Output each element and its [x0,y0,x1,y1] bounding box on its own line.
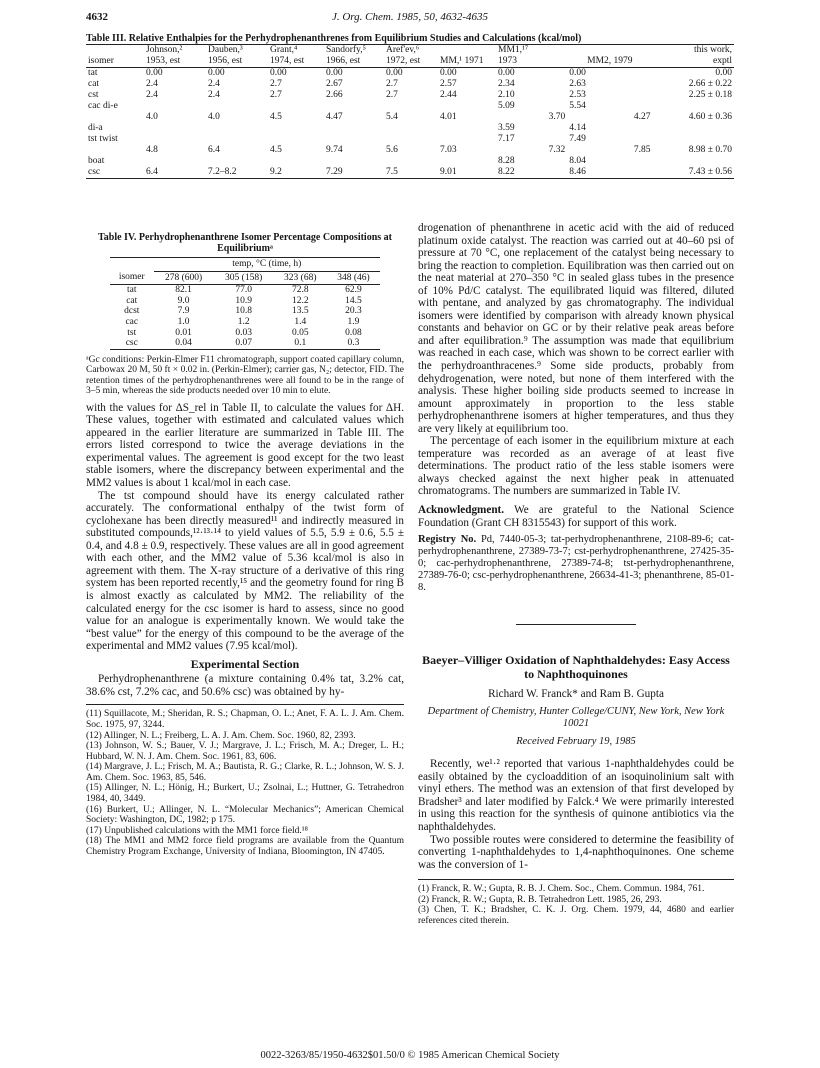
table-cell: 10.9 [235,295,252,306]
table-cell: cat [88,79,100,89]
table-cell [324,123,384,134]
table-cell [268,101,324,112]
table-cell [268,156,324,167]
table-cell: 8.22 [496,167,532,179]
table-cell: 4.5 [270,112,282,122]
table-cell [610,156,653,167]
table-cell: 7.2–8.2 [206,167,268,179]
body-paragraph: The percentage of each isomer in the equilibrium mixture at each temperature was recorded as an average of at least five determinations. The product ratio of the less stable isomers were always checked against the next higher peak in attenuated chromatograms. The numbers are summarized in Table IV. [418,435,734,498]
table-cell: 13.5 [291,306,309,317]
table-cell [144,156,206,167]
table-cell: 4.8 [146,145,158,155]
table-cell: 0.00 [146,68,163,78]
table-header: Grant,⁴ [268,45,324,57]
reference: (2) Franck, R. W.; Gupta, R. B. Tetrahedron Lett. 1985, 26, 293. [418,894,662,905]
reference: (13) Johnson, W. S.; Bauer, V. J.; Margrave, J. L.; Frisch, M. A.; Dreger, L. H.; Hubbard, W. N. J. Am. Chem. Soc. 1961, 83, 606. [86,741,404,762]
page-number: 4632 [86,11,108,23]
table-cell: csc [110,338,154,349]
table-cell: 4.47 [326,112,343,122]
page-header [86,11,734,25]
left-column [86,232,404,858]
table-cell [532,156,568,167]
table-cell [206,123,268,134]
table-cell: 2.4 [146,79,158,89]
table-header: 348 (46) [327,271,380,285]
table-cell [324,156,384,167]
table-cell [268,134,324,145]
table3-caption: Table III. Relative Enthalpies for the Perhydrophenanthrenes from Equilibrium Studies and Calculations (kcal/mol) [86,33,582,44]
authors: Richard W. Franck* and Ram B. Gupta [488,688,664,701]
table-cell: 8.28 [498,156,515,166]
reference: (1) Franck, R. W.; Gupta, R. B. J. Chem. Soc., Chem. Commun. 1984, 761. [418,884,705,895]
body-paragraph: Recently, we¹·² reported that various 1-naphthaldehydes could be easily obtained by the cycloaddition of an isoquinolinium salt with vinyl ethers. The method was an extension of that first developed by Bradsher³ and later modified by Falck.⁴ We were primarily interested in using this reaction for the synthesis of quinone antibiotics via the naphthaldehydes. [418,758,734,833]
table-cell: 0.08 [345,327,362,338]
table-cell [610,134,653,145]
table-cell: 1.9 [347,316,360,327]
table-header: 1953, est [144,56,206,68]
reference: (16) Burkert, U.; Allinger, N. L. “Molecular Mechanics”; American Chemical Society: Washington, DC, 1982; p 175. [86,804,404,826]
table4-footnote: ᵃGc conditions: Perkin-Elmer F11 chromatograph, support coated capillary column, Carbowax 20 M, 50 ft × 0.02 in. (Perkin-Elmer); carrier gas, N₂; detector, FID. The retention times of the perhydrophenanthrenes were all found to be in the range of 3–5 min, whereas the side products needed over 10 min to elute. [86,354,404,397]
table4-header-row1 [110,258,380,272]
journal-citation: J. Org. Chem. 1985, 50, 4632-4635 [331,11,489,23]
table-cell [610,79,653,90]
table-cell [610,167,653,179]
table-cell: 0.03 [235,327,252,338]
table-row [86,145,734,156]
table-row [86,167,734,179]
table-cell: 0.00 [715,68,732,78]
affiliation: Department of Chemistry, Hunter College/CUNY, New York, New York 10021 [427,705,725,730]
table-cell: 0.1 [274,338,327,349]
table-cell: 8.46 [567,167,610,179]
table4-header-row2 [110,271,380,285]
table-header: isomer [86,56,144,68]
table-cell: 2.7 [270,90,282,100]
table-header: Johnson,² [144,45,206,57]
table-cell [567,112,610,123]
table-cell [496,145,532,156]
table-cell: 2.44 [440,90,457,100]
table-cell: tst twist [88,134,118,144]
table-cell: 2.63 [569,79,586,89]
table-cell: 7.03 [440,145,457,155]
reference: (3) Chen, T. K.; Bradsher, C. K. J. Org. Chem. 1979, 44, 4680 and earlier references cited therein. [418,905,734,926]
table-cell [438,134,496,145]
table-header: 1956, est [206,56,268,68]
table-cell [438,101,496,112]
table-row [86,123,734,134]
page-footer: 0022-3263/85/1950-4632$01.50/0 © 1985 American Chemical Society [260,1050,560,1061]
table-cell [610,90,653,101]
table-cell [384,123,438,134]
reference: (14) Margrave, J. L.; Frisch, M. A.; Bautista, R. G.; Clarke, R. L.; Johnson, W. S. J. Am. Chem. Soc. 1963, 85, 546. [86,762,404,783]
table-cell [384,156,438,167]
table-header [438,45,496,57]
table-cell [438,156,496,167]
table-cell [206,156,268,167]
table-cell: 2.66 ± 0.22 [688,79,732,89]
table-cell [652,101,734,112]
references-left [86,704,404,857]
table-cell: 5.6 [386,145,398,155]
table-cell [652,156,734,167]
table-cell: 20.3 [345,306,362,317]
table-header: MM2, 1979 [567,56,652,68]
table-cell: 14.5 [345,295,362,306]
reference: (12) Allinger, N. L.; Freiberg, L. A. J. Am. Chem. Soc. 1960, 82, 2393. [86,730,356,741]
table-cell [206,134,268,145]
table-cell: 2.25 ± 0.18 [688,90,732,100]
table3-header-row2 [86,56,734,68]
table-header: exptl [652,56,734,68]
table-cell: 6.4 [208,145,220,155]
registry-numbers [418,534,734,594]
table-cell: 7.9 [177,306,190,317]
table-cell: 0.07 [214,338,274,349]
table-cell [384,101,438,112]
table-cell: 0.00 [569,68,586,78]
body-paragraph: with the values for ΔS_rel in Table II, to calculate the values for ΔH. These values, together with estimated and calculated values which appeared in the earlier literature are summarized in Table III. The errors listed correspond to twice the average deviations in the experimental values. The agreement is good except for the two least stable isomers, where the discrepancy between experimental and the MM2 values is about 1 kcal/mol in each case. [86,401,404,490]
table-row [110,328,380,339]
reference: (11) Squillacote, M.; Sheridan, R. S.; Chapman, O. L.; Anet, F. A. L. J. Am. Chem. Soc. 1975, 97, 3244. [86,709,404,730]
body-paragraph: drogenation of phenanthrene in acetic acid with the aid of reduced platinum oxide catalyst. The reaction was carried out at 40–60 psi of pressure at 70 °C, one replacement of the catalyst being necessary to bring the reaction to completion. Equilibration was then carried out on the neat material at 270–350 °C in sealed glass tubes in the presence of 10% Pd/C catalyst. The equilibrated liquid was filtered, diluted with pentane, and analyzed by gas chromatography. The individual isomers were identified by comparison with already known physical constants and behavior on GC or by their relative peak areas before and after equilibration.⁹ The assumption was made that equilibrium was reached in each case, which was shown to be correct earlier with the perhydroanthracenes.⁹ Some side products, probably from dehydrogenation, were noted, but none of them interfered with the analysis. These higher boiling side products seemed to increase in amount approximately in proportion to the less stable perhydrophenanthrene isomers at higher temperatures, and thus they are very likely at equilibrium too. [418,222,734,435]
table-cell: 0.00 [326,68,343,78]
table-header [86,45,144,57]
table-cell [652,123,734,134]
table-cell [384,134,438,145]
table-cell [532,90,568,101]
table-cell: 4.0 [208,112,220,122]
table-cell: 7.29 [324,167,384,179]
acknowledgment-heading: Acknowledgment. [418,504,505,517]
table-cell: 0.01 [175,327,192,338]
table4-body [110,285,380,350]
table-cell: 5.4 [386,112,398,122]
right-column [418,222,734,927]
table-row [86,134,734,145]
reference: (15) Allinger, N. L.; Hönig, H.; Burkert, U.; Zsolnai, L.; Huttner, G. Tetrahedron 1984, 40, 3449. [86,783,404,805]
body-paragraph: Perhydrophenanthrene (a mixture containing 0.4% tat, 3.2% cat, 38.6% cst, 7.2% cac, and 50.6% csc) was obtained by hy- [86,673,404,698]
table-cell: 4.5 [270,145,282,155]
table-cell: 4.01 [440,112,457,122]
table-cell: 2.53 [569,90,586,100]
reference: (17) Unpublished calculations with the MM1 force field.¹⁸ [86,825,308,836]
table-cell: 1.4 [294,316,307,327]
table-cell: 4.60 ± 0.36 [688,112,732,122]
table-cell: 2.4 [146,90,158,100]
table-cell: cac di-e [88,101,118,111]
table-header: Aref'ev,⁶ [384,45,438,57]
table-cell [532,101,568,112]
table-cell: 2.10 [498,90,515,100]
table-cell: 5.09 [498,101,515,111]
table-header: 323 (68) [274,271,327,285]
table-cell: 8.98 ± 0.70 [688,145,732,155]
table-cell: 6.4 [144,167,206,179]
table-cell: tst [127,327,137,338]
table-cell [532,68,568,80]
table-cell: 62.9 [345,285,362,296]
table-cell: 7.43 ± 0.56 [652,167,734,179]
paper-title: Baeyer–Villiger Oxidation of Naphthaldehydes: Easy Access to Naphthoquinones [422,653,730,682]
table-header: MM1,¹⁷ [496,45,567,57]
table4-caption: Table IV. Perhydrophenanthrene Isomer Percentage Compositions at Equilibriumᵃ [98,232,392,254]
table-row [110,317,380,328]
table-cell: 9.0 [177,295,190,306]
table-cell: di-a [88,123,103,133]
table-cell [496,112,532,123]
table-cell: 0.00 [386,68,403,78]
table-row [110,285,380,296]
table-cell: 5.54 [569,101,586,111]
table-cell: 4.27 [633,112,651,122]
table-cell: 7.32 [548,145,566,155]
table-cell: dcst [124,306,140,317]
table-cell [532,167,568,179]
table-cell [206,101,268,112]
table-cell [532,123,568,134]
table-header: 1974, est [268,56,324,68]
table-cell [610,68,653,80]
table-cell: 4.14 [569,123,586,133]
table-cell: 3.70 [548,112,566,122]
table3-body [86,68,734,179]
table-cell: 9.01 [438,167,496,179]
table-header: 278 (600) [154,271,214,285]
table-cell [144,123,206,134]
table-cell: 0.00 [208,68,225,78]
table-cell: 0.3 [327,338,380,349]
table-cell: 2.4 [208,90,220,100]
table-cell: cac [125,316,139,327]
table-row [86,156,734,167]
table-header: this work, [652,45,734,57]
table-cell: 8.04 [569,156,586,166]
table-cell: 0.00 [440,68,457,78]
table-cell: 2.66 [326,90,343,100]
body-paragraph: The tst compound should have its energy calculated rather accurately. The conformational enthalpy of the twist form of cyclohexane has been directly measured¹¹ and indirectly measured in substituted compounds,¹²·¹³·¹⁴ to yield values of 5.5, 5.9 ± 0.6, 5.5 ± 0.4, and 4.8 ± 0.9, respectively. These values are all in good agreement with each other, and the MM2 value of 5.36 kcal/mol is also in agreement with them. The X-ray structure of a derivative of this ring system has been reported recently,¹⁵ and the geometry found for ring B is almost exactly as calculated by MM2. The reliability of the calculated energy for the csc isomer is hard to assess, since no good value for an analogue is experimentally known. We would take the “best value” for the energy of this compound to be the average of the experimental and MM2 values (7.95 kcal/mol). [86,489,404,653]
table-cell: 2.34 [498,79,515,89]
acknowledgment-body: We are grateful to the National Science Foundation (Grant CH 8315543) for support of this work. [418,504,734,529]
table-cell [268,123,324,134]
table-cell: 82.1 [175,285,192,296]
table-cell: 2.7 [270,79,282,89]
table-cell: 7.5 [384,167,438,179]
table3 [86,44,734,179]
table-header: 1966, est [324,56,384,68]
divider [516,624,636,625]
table-row [86,101,734,112]
table-row [86,79,734,90]
table-header [567,45,652,57]
table-cell: 7.17 [498,134,515,144]
table-row [110,338,380,349]
table-row [110,306,380,317]
table-cell: 2.67 [326,79,343,89]
table-cell [144,101,206,112]
table-cell: cat [126,295,138,306]
table-cell: boat [88,156,105,166]
table-cell: 0.00 [498,68,515,78]
table-header: 1973 [496,56,567,68]
table-cell: 2.57 [440,79,457,89]
table-cell: 2.4 [208,79,220,89]
table-cell [532,134,568,145]
table-cell: 9.74 [326,145,343,155]
table-cell: 7.85 [633,145,651,155]
table-cell: cst [88,90,99,100]
table-cell: 2.7 [386,79,398,89]
table-cell [532,79,568,90]
table-cell: 1.2 [237,316,250,327]
table-header: MM,¹ 1971 [438,56,496,68]
table-row [110,296,380,307]
table-row [86,90,734,101]
table-cell [86,145,144,156]
table3-header-row1 [86,45,734,57]
table-cell: tat [88,68,98,78]
references-right [418,879,734,926]
table-cell: csc [86,167,144,179]
table-cell [610,101,653,112]
registry-heading: Registry No. [418,534,477,546]
table-cell: 72.8 [291,285,309,296]
table-row [86,68,734,80]
table-cell [86,112,144,123]
table-header: Sandorfy,⁵ [324,45,384,57]
table-cell [567,145,610,156]
table-cell: 77.0 [235,285,252,296]
table-cell [324,101,384,112]
table-cell [610,123,653,134]
table-cell: 10.8 [235,306,252,317]
table-cell: 7.49 [569,134,586,144]
table-header: 1972, est [384,56,438,68]
table-cell: 0.04 [154,338,214,349]
table4 [110,257,380,350]
table-cell: 2.7 [386,90,398,100]
table-cell [144,134,206,145]
table-cell: 9.2 [268,167,324,179]
table-cell: 12.2 [291,295,309,306]
table4-span-header: temp, °C (time, h) [154,258,380,272]
table-header: 305 (158) [214,271,274,285]
received-date: Received February 19, 1985 [516,735,636,747]
table-cell: 1.0 [177,316,190,327]
table-cell [438,123,496,134]
table-cell: 0.05 [291,327,309,338]
acknowledgment [418,504,734,529]
table-cell: tat [127,285,137,296]
table-header: Dauben,³ [206,45,268,57]
table-cell [652,134,734,145]
section-title: Experimental Section [190,656,300,671]
registry-body: Pd, 7440-05-3; tat-perhydrophenanthrene, 2108-89-6; cat-perhydrophenanthrene, 27389-73-7; cst-perhydrophenanthrene, 27425-35-0; cac-perhydrophenanthrene, 27389-74-8; tst-perhydrophenanthrene, 27389-76-0; csc-perhydrophenanthrene, 26634-41-3; phenanthrene, 85-01-8. [418,534,734,594]
table-header: isomer [110,271,154,285]
table-row [86,112,734,123]
reference: (18) The MM1 and MM2 force field programs are available from the Quantum Chemistry Program Exchange, University of Indiana, Bloomington, IN 47405. [86,836,404,858]
table-header [110,258,154,272]
table-cell [324,134,384,145]
table-cell: 0.00 [270,68,287,78]
table-cell: 4.0 [146,112,158,122]
body-paragraph: Two possible routes were considered to determine the feasibility of converting 1-naphthaldehydes to 1,4-naphthoquinones. One scheme was the conversion of 1- [418,833,734,871]
table-cell: 3.59 [498,123,515,133]
